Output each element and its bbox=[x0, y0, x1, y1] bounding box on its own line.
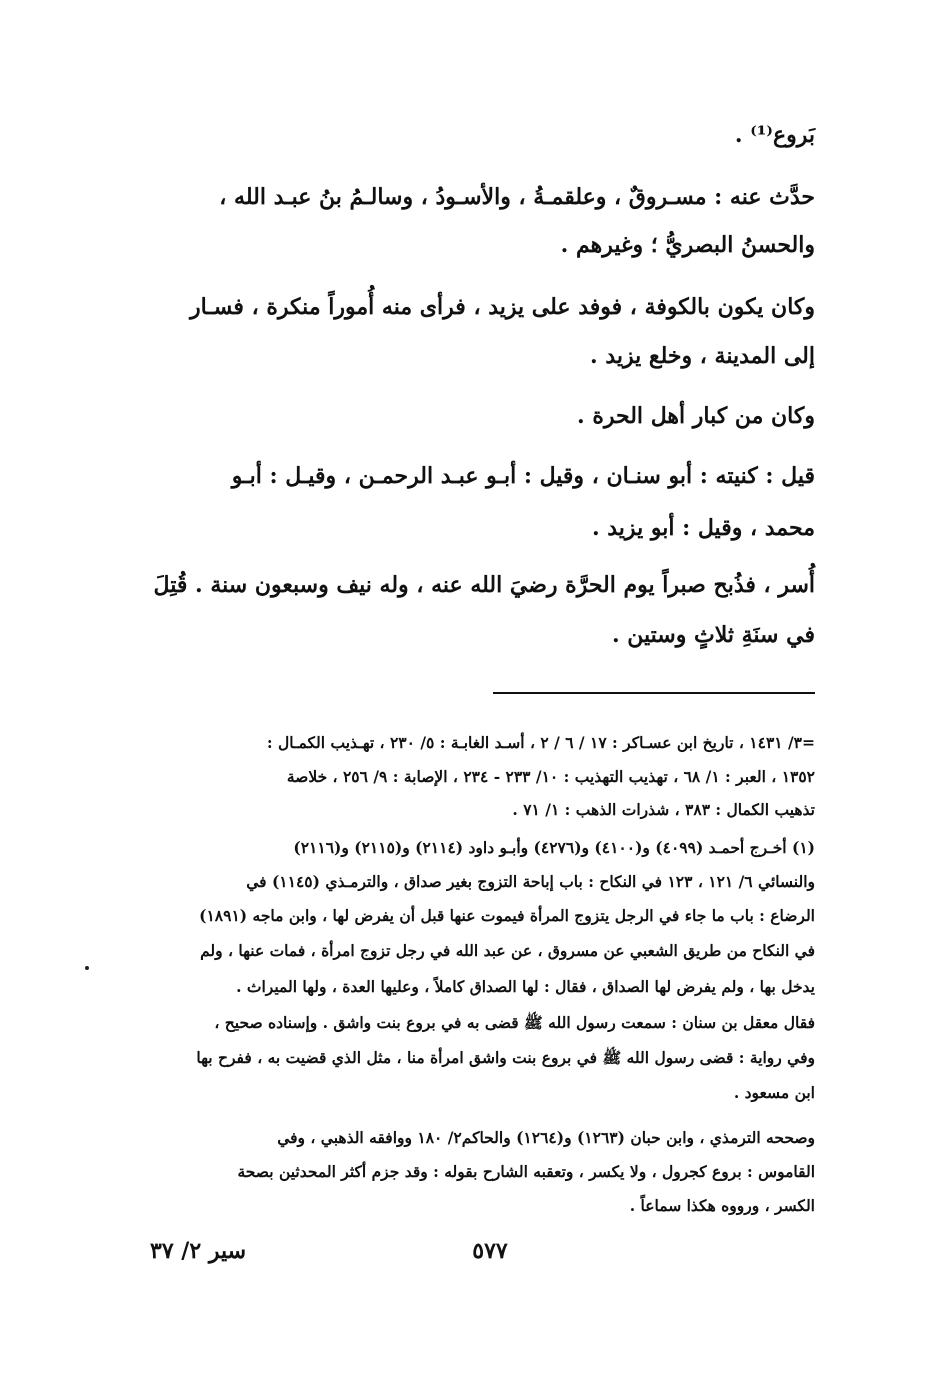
main-line: أُسر ، فذُبح صبراً يوم الحرَّة رضيَ الله عنه ، وله نيف وسبعون سنة . قُتِلَ bbox=[153, 572, 815, 598]
footnote-line: تذهيب الكمال : ٣٨٣ ، شذرات الذهب : ١/ ٧١ . bbox=[512, 800, 815, 819]
footnote-line: فقال معقل بن سنان : سمعت رسول الله ﷺ قضى به في بروع بنت واشق . وإسناده صحيح ، bbox=[214, 1013, 815, 1032]
main-line: في سنَةِ ثلاثٍ وستين . bbox=[611, 622, 815, 648]
scan-speck bbox=[85, 966, 89, 970]
footnote-line: وصححه الترمذي ، وابن حبان (١٢٦٣) و(١٢٦٤) والحاكم٢/ ١٨٠ ووافقه الذهبي ، وفي bbox=[277, 1128, 815, 1147]
main-line: والحسنُ البصريُّ ؛ وغيرهم . bbox=[560, 232, 815, 258]
footnote-line: القاموس : بروع كجرول ، ولا يكسر ، وتعقبه الشارح بقوله : وقد جزم أكثر المحدثين بصحة bbox=[237, 1162, 815, 1181]
main-line: إلى المدينة ، وخلع يزيد . bbox=[590, 343, 815, 369]
main-line: بَروع⁽¹⁾ . bbox=[734, 122, 815, 148]
main-line: وكان من كبار أهل الحرة . bbox=[577, 403, 815, 429]
footnote-line: ١٣٥٢ ، العبر : ١/ ٦٨ ، تهذيب التهذيب : ١٠/ ٢٣٣ - ٢٣٤ ، الإصابة : ٩/ ٢٥٦ ، خلاصة bbox=[286, 767, 815, 786]
signature-mark: سير ٢/ ٣٧ bbox=[150, 1238, 247, 1264]
footnote-line: ابن مسعود . bbox=[733, 1083, 815, 1102]
footnote-line: =٣/ ١٤٣١ ، تاريخ ابن عسـاكر : ١٧ / ٦ / ٢ ، أسـد الغابـة : ٥/ ٢٣٠ ، تهـذيب الكمـال : bbox=[266, 733, 815, 752]
main-line: قيل : كنيته : أبو سنـان ، وقيل : أبـو عبـد الرحمـن ، وقيـل : أبـو bbox=[231, 463, 815, 489]
footnote-line: يدخل بها ، ولم يفرض لها الصداق ، فقال : لها الصداق كاملاً ، وعليها العدة ، ولها الميراث . bbox=[236, 977, 815, 996]
footnote-line: الكسر ، ورووه هكذا سماعاً . bbox=[629, 1196, 815, 1215]
footnote-line: والنسائي ٦/ ١٢١ ، ١٢٣ في النكاح : باب إباحة التزوج بغير صداق ، والترمـذي (١١٤٥) في bbox=[246, 872, 815, 891]
footnote-line: في النكاح من طريق الشعبي عن مسروق ، عن عبد الله في رجل تزوج امرأة ، فمات عنها ، ولم bbox=[200, 941, 815, 960]
footnote-line: (١) أخـرج أحمـد (٤٠٩٩) و(٤١٠٠) و(٤٢٧٦) وأبـو داود (٢١١٤) و(٢١١٥) و(٢١١٦) bbox=[293, 838, 815, 857]
main-line: وكان يكون بالكوفة ، فوفد على يزيد ، فرأى منه أُموراً منكرة ، فسـار bbox=[190, 294, 815, 320]
footnote-line: وفي رواية : قضى رسول الله ﷺ في بروع بنت واشق امرأة منا ، مثل الذي قضيت به ، ففرح بها bbox=[196, 1048, 815, 1067]
main-line: حدَّث عنه : مسـروقٌ ، وعلقمـةُ ، والأسـودُ ، وسالـمُ بنُ عبـد الله ، bbox=[219, 184, 815, 210]
page-number: ٥٧٧ bbox=[472, 1238, 508, 1264]
main-line: محمد ، وقيل : أبو يزيد . bbox=[591, 515, 815, 541]
footnote-separator-rule bbox=[493, 692, 815, 694]
footnote-line: الرضاع : باب ما جاء في الرجل يتزوج المرأة فيموت عنها قبل أن يفرض لها ، وابن ماجه (١٨٩١) bbox=[199, 906, 815, 925]
